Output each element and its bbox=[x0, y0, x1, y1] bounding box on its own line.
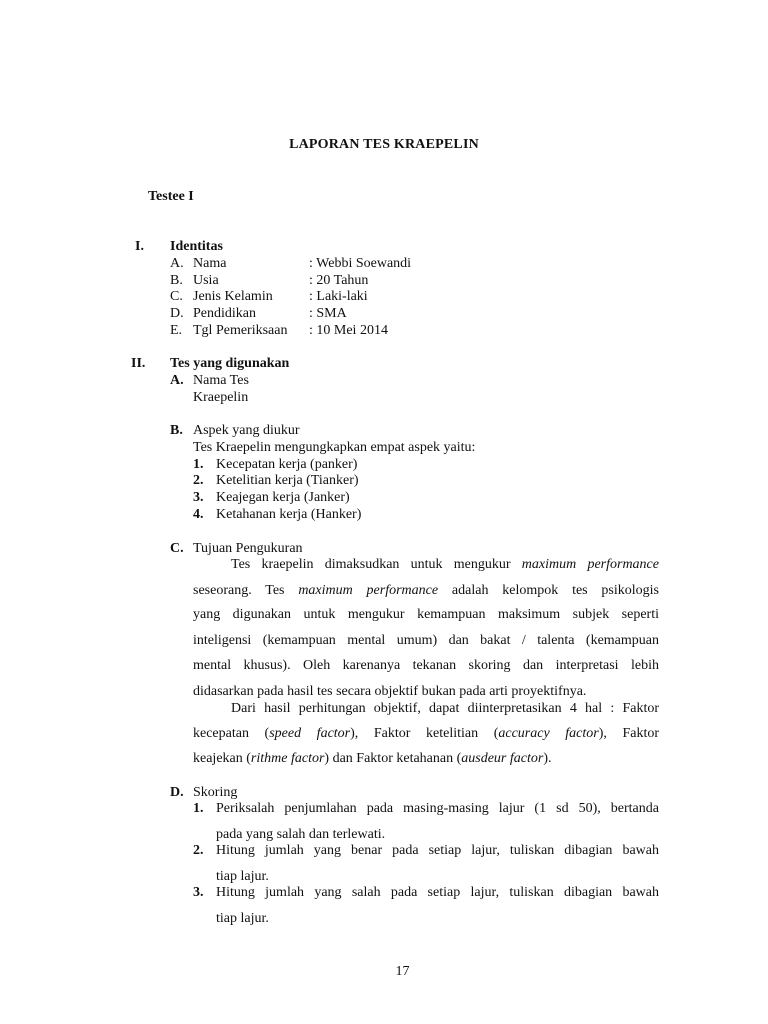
identity-letter: E. bbox=[170, 323, 183, 338]
scoring-number: 2. bbox=[193, 843, 204, 858]
paragraph-line: Tes kraepelin dimaksudkan untuk mengukur maximum performance bbox=[231, 557, 659, 572]
paragraph-line: didasarkan pada hasil tes secara objektif bukan pada arti proyektifnya. bbox=[193, 684, 587, 699]
scoring-item-line: tiap lajur. bbox=[216, 869, 269, 884]
identity-letter: D. bbox=[170, 306, 184, 321]
identity-value: : Laki-laki bbox=[309, 289, 368, 304]
scoring-item-line: pada yang salah dan terlewati. bbox=[216, 827, 386, 842]
section-2-heading: Tes yang digunakan bbox=[170, 356, 290, 371]
identity-letter: B. bbox=[170, 273, 183, 288]
identity-label: Pendidikan bbox=[193, 306, 256, 321]
aspect-item: Ketelitian kerja (Tianker) bbox=[216, 473, 359, 488]
aspect-number: 3. bbox=[193, 490, 204, 505]
aspect-label: Aspek yang diukur bbox=[193, 423, 300, 438]
scoring-item-line: tiap lajur. bbox=[216, 911, 269, 926]
test-name-label: Nama Tes bbox=[193, 373, 249, 388]
identity-value: : Webbi Soewandi bbox=[309, 256, 412, 271]
identity-value: : 10 Mei 2014 bbox=[309, 323, 388, 338]
scoring-number: 1. bbox=[193, 801, 204, 816]
aspect-intro: Tes Kraepelin mengungkapkan empat aspek yaitu: bbox=[193, 440, 476, 455]
subsection-b-letter: B. bbox=[170, 423, 183, 438]
subsection-a-letter: A. bbox=[170, 373, 184, 388]
test-name-value: Kraepelin bbox=[193, 390, 249, 405]
scoring-item-line: Hitung jumlah yang benar pada setiap lajur, tuliskan dibagian bawah bbox=[216, 843, 659, 858]
aspect-item: Kecepatan kerja (panker) bbox=[216, 457, 358, 472]
identity-letter: A. bbox=[170, 256, 184, 271]
section-2-number: II. bbox=[131, 356, 146, 371]
aspect-number: 2. bbox=[193, 473, 204, 488]
page-number: 17 bbox=[395, 964, 410, 979]
identity-label: Nama bbox=[193, 256, 227, 271]
aspect-number: 4. bbox=[193, 507, 204, 522]
section-1-heading: Identitas bbox=[170, 239, 223, 254]
scoring-item-line: Periksalah penjumlahan pada masing-masing lajur (1 sd 50), bertanda bbox=[216, 801, 659, 816]
paragraph-line: inteligensi (kemampuan mental umum) dan bakat / talenta (kemampuan bbox=[193, 633, 659, 648]
scoring-label: Skoring bbox=[193, 785, 238, 800]
subsection-d-letter: D. bbox=[170, 785, 184, 800]
paragraph-line: kecepatan (speed factor), Faktor ketelitian (accuracy factor), Faktor bbox=[193, 726, 660, 741]
scoring-item-line: Hitung jumlah yang salah pada setiap lajur, tuliskan dibagian bawah bbox=[216, 885, 659, 900]
identity-value: : SMA bbox=[309, 306, 347, 321]
testee-label: Testee I bbox=[148, 189, 194, 204]
subsection-c-letter: C. bbox=[170, 541, 184, 556]
paragraph-line: keajekan (rithme factor) dan Faktor ketahanan (ausdeur factor). bbox=[193, 751, 552, 766]
identity-label: Jenis Kelamin bbox=[193, 289, 273, 304]
page-title: LAPORAN TES KRAEPELIN bbox=[289, 137, 479, 152]
paragraph-line: mental khusus). Oleh karenanya tekanan skoring dan interpretasi lebih bbox=[193, 658, 659, 673]
identity-label: Tgl Pemeriksaan bbox=[193, 323, 288, 338]
identity-letter: C. bbox=[170, 289, 183, 304]
section-1-number: I. bbox=[135, 239, 144, 254]
scoring-number: 3. bbox=[193, 885, 204, 900]
aspect-item: Keajegan kerja (Janker) bbox=[216, 490, 350, 505]
paragraph-line: seseorang. Tes maximum performance adalah kelompok tes psikologis bbox=[193, 583, 659, 598]
paragraph-line: Dari hasil perhitungan objektif, dapat diinterpretasikan 4 hal : Faktor bbox=[231, 701, 659, 716]
purpose-label: Tujuan Pengukuran bbox=[193, 541, 303, 556]
identity-label: Usia bbox=[193, 273, 219, 288]
identity-value: : 20 Tahun bbox=[309, 273, 369, 288]
paragraph-line: yang digunakan untuk mengukur kemampuan maksimum subjek seperti bbox=[193, 607, 659, 622]
aspect-item: Ketahanan kerja (Hanker) bbox=[216, 507, 362, 522]
aspect-number: 1. bbox=[193, 457, 204, 472]
